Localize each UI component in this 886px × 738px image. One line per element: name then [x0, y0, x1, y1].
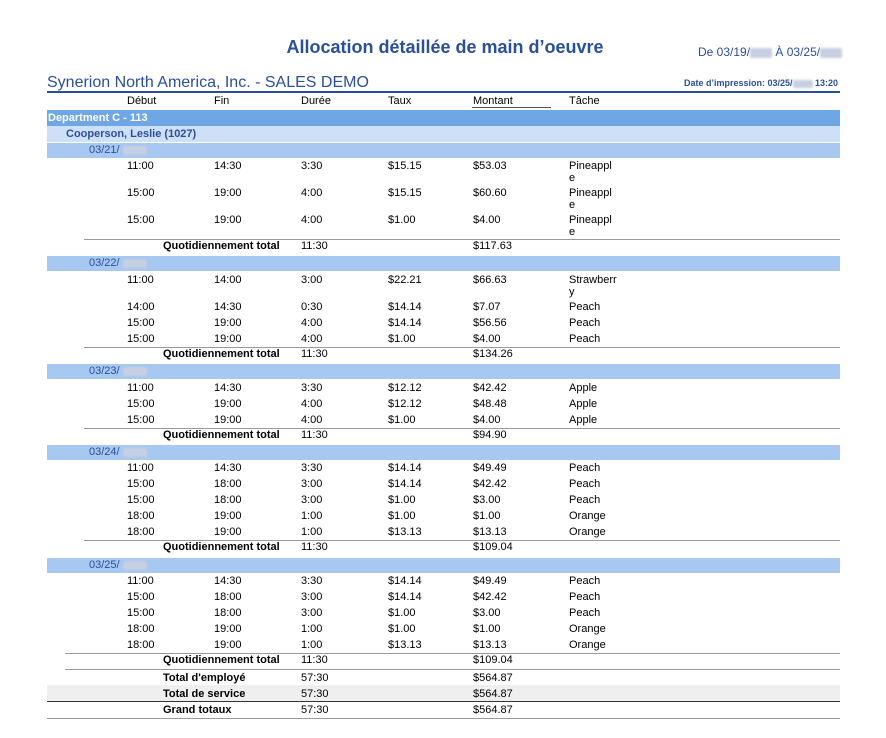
summary-label: Total d'employé [163, 672, 246, 684]
table-row [0, 160, 886, 184]
summary-rule [65, 669, 840, 670]
daily-total-row [0, 541, 886, 555]
cell-amt: $53.03 [473, 160, 507, 172]
cell-dur: 3:30 [301, 575, 323, 587]
cell-amt: $4.00 [473, 333, 501, 345]
cell-end: 19:00 [214, 414, 242, 426]
cell-dur: 1:00 [301, 526, 323, 538]
daily-total-row [0, 654, 886, 668]
cell-start: 18:00 [127, 510, 155, 522]
cell-task: Pineapple [569, 160, 612, 184]
table-row [0, 478, 886, 492]
day-band [47, 256, 840, 271]
summary-duration: 57:30 [301, 672, 329, 684]
cell-end: 19:00 [214, 187, 242, 199]
cell-start: 15:00 [127, 591, 155, 603]
table-row [0, 274, 886, 298]
cell-end: 18:00 [214, 478, 242, 490]
cell-dur: 3:30 [301, 382, 323, 394]
cell-task: Apple [569, 382, 598, 394]
table-row [0, 639, 886, 653]
daily-total-duration: 11:30 [301, 541, 328, 553]
cell-dur: 1:00 [301, 510, 323, 522]
cell-task: Strawberry [569, 274, 617, 298]
cell-task: Peach [569, 591, 601, 603]
cell-start: 11:00 [127, 160, 154, 172]
cell-dur: 4:00 [301, 187, 323, 199]
range-to: À 03/25/ [772, 45, 821, 59]
table-row [0, 462, 886, 476]
daily-total-amount: $109.04 [473, 541, 513, 553]
cell-amt: $42.42 [473, 382, 507, 394]
daily-total-row [0, 240, 886, 254]
date-range [698, 45, 842, 59]
cell-task: Peach [569, 607, 601, 619]
cell-amt: $3.00 [473, 607, 501, 619]
daily-total-duration: 11:30 [301, 654, 328, 666]
cell-rate: $22.21 [388, 274, 422, 286]
cell-rate: $14.14 [388, 591, 422, 603]
cell-start: 15:00 [127, 478, 155, 490]
summary-row [0, 688, 886, 702]
cell-amt: $7.07 [473, 301, 501, 313]
table-row [0, 591, 886, 605]
summary-amount: $564.87 [473, 704, 513, 716]
cell-rate: $14.14 [388, 462, 422, 474]
cell-end: 19:00 [214, 526, 242, 538]
daily-total-label: Quotidiennement total [163, 240, 280, 252]
table-row [0, 623, 886, 637]
cell-rate: $14.14 [388, 317, 422, 329]
cell-start: 15:00 [127, 607, 155, 619]
cell-start: 15:00 [127, 317, 155, 329]
cell-end: 19:00 [214, 317, 242, 329]
amount-underline [472, 107, 551, 108]
summary-row [0, 704, 886, 718]
cell-start: 18:00 [127, 526, 155, 538]
daily-total-duration: 11:30 [301, 429, 328, 441]
day-date: 03/22/ [89, 257, 120, 269]
cell-task: Peach [569, 494, 601, 506]
cell-amt: $13.13 [473, 526, 507, 538]
col-header-duration: Durée [301, 95, 331, 107]
cell-rate: $15.15 [388, 160, 422, 172]
header-rule [47, 91, 840, 93]
summary-amount: $564.87 [473, 672, 513, 684]
cell-task: Orange [569, 623, 606, 635]
summary-duration: 57:30 [301, 704, 329, 716]
day-band [47, 558, 840, 573]
daily-total-row [0, 348, 886, 362]
cell-start: 11:00 [127, 462, 154, 474]
cell-task: Peach [569, 317, 601, 329]
cell-task: Peach [569, 301, 601, 313]
cell-amt: $49.49 [473, 462, 507, 474]
table-row [0, 382, 886, 396]
cell-end: 18:00 [214, 591, 242, 603]
employee-name: Cooperson, Leslie (1027) [66, 128, 197, 140]
cell-end: 18:00 [214, 494, 242, 506]
daily-total-label: Quotidiennement total [163, 429, 280, 441]
cell-amt: $56.56 [473, 317, 507, 329]
bottom-rule [47, 718, 840, 719]
cell-start: 14:00 [127, 301, 155, 313]
table-row [0, 398, 886, 412]
daily-total-label: Quotidiennement total [163, 654, 280, 666]
table-row [0, 526, 886, 540]
cell-rate: $14.14 [388, 301, 422, 313]
cell-start: 11:00 [127, 575, 154, 587]
cell-amt: $48.48 [473, 398, 507, 410]
cell-task: Peach [569, 478, 601, 490]
table-row [0, 187, 886, 211]
cell-end: 19:00 [214, 333, 242, 345]
cell-dur: 3:00 [301, 478, 323, 490]
cell-end: 14:30 [214, 301, 242, 313]
summary-amount: $564.87 [473, 688, 513, 700]
day-date: 03/23/ [89, 365, 120, 377]
department-name: Department C - 113 [48, 112, 148, 124]
cell-dur: 4:00 [301, 333, 323, 345]
day-band [47, 364, 840, 379]
cell-task: Orange [569, 510, 606, 522]
cell-dur: 3:30 [301, 160, 323, 172]
daily-total-amount: $134.26 [473, 348, 513, 360]
cell-rate: $1.00 [388, 510, 416, 522]
cell-rate: $13.13 [388, 526, 422, 538]
redacted-year [123, 367, 147, 376]
cell-rate: $14.14 [388, 478, 422, 490]
redacted-year [793, 80, 813, 88]
cell-task: Apple [569, 414, 598, 426]
employee-band [47, 126, 840, 142]
col-header-amount: Montant [473, 95, 513, 107]
cell-start: 18:00 [127, 639, 155, 651]
cell-end: 14:00 [214, 274, 242, 286]
day-date: 03/24/ [89, 446, 120, 458]
cell-rate: $12.12 [388, 398, 422, 410]
cell-dur: 0:30 [301, 301, 323, 313]
daily-total-amount: $109.04 [473, 654, 513, 666]
redacted-year [123, 259, 147, 268]
cell-dur: 4:00 [301, 214, 323, 226]
table-row [0, 317, 886, 331]
col-header-start: Début [127, 95, 157, 107]
cell-rate: $15.15 [388, 187, 422, 199]
cell-start: 11:00 [127, 274, 154, 286]
cell-dur: 1:00 [301, 639, 323, 651]
day-band [47, 445, 840, 460]
cell-end: 14:30 [214, 382, 242, 394]
report-title: Allocation détaillée de main d’oeuvre [286, 37, 604, 57]
col-header-end: Fin [214, 95, 230, 107]
cell-rate: $14.14 [388, 575, 422, 587]
cell-end: 19:00 [214, 214, 242, 226]
print-date [684, 78, 838, 88]
cell-start: 15:00 [127, 494, 155, 506]
cell-amt: $1.00 [473, 510, 501, 522]
table-row [0, 414, 886, 428]
cell-dur: 4:00 [301, 414, 323, 426]
redacted-year [123, 448, 147, 457]
cell-start: 15:00 [127, 214, 155, 226]
cell-start: 15:00 [127, 187, 155, 199]
cell-end: 14:30 [214, 575, 242, 587]
table-row [0, 607, 886, 621]
cell-dur: 3:00 [301, 494, 323, 506]
cell-dur: 4:00 [301, 398, 323, 410]
redacted-year [820, 48, 842, 58]
cell-amt: $4.00 [473, 214, 501, 226]
daily-total-row [0, 429, 886, 443]
cell-rate: $1.00 [388, 607, 416, 619]
cell-amt: $60.60 [473, 187, 507, 199]
cell-amt: $1.00 [473, 623, 501, 635]
col-header-rate: Taux [388, 95, 412, 107]
cell-task: Pineapple [569, 214, 612, 238]
table-row [0, 510, 886, 524]
daily-total-label: Quotidiennement total [163, 348, 280, 360]
cell-rate: $13.13 [388, 639, 422, 651]
company-name: Synerion North America, Inc. - SALES DEMO [47, 74, 369, 91]
cell-end: 19:00 [214, 398, 242, 410]
cell-rate: $1.00 [388, 623, 416, 635]
daily-total-amount: $94.90 [473, 429, 507, 441]
redacted-year [123, 146, 147, 155]
daily-total-duration: 11:30 [301, 348, 328, 360]
day-band [47, 143, 840, 158]
print-time: 13:20 [812, 78, 839, 88]
cell-task: Peach [569, 575, 601, 587]
cell-end: 18:00 [214, 607, 242, 619]
cell-task: Peach [569, 333, 601, 345]
cell-amt: $42.42 [473, 591, 507, 603]
cell-task: Pineapple [569, 187, 612, 211]
table-row [0, 301, 886, 315]
table-row [0, 494, 886, 508]
cell-amt: $4.00 [473, 414, 501, 426]
cell-end: 19:00 [214, 510, 242, 522]
col-header-task: Tâche [569, 95, 600, 107]
cell-rate: $12.12 [388, 382, 422, 394]
redacted-year [123, 561, 147, 570]
cell-start: 11:00 [127, 382, 154, 394]
table-row [0, 214, 886, 238]
print-date-label: Date d’impression: 03/25/ [684, 78, 793, 88]
cell-rate: $1.00 [388, 414, 416, 426]
redacted-year [750, 48, 772, 58]
summary-row [0, 672, 886, 686]
cell-task: Orange [569, 639, 606, 651]
daily-total-duration: 11:30 [301, 240, 328, 252]
cell-amt: $3.00 [473, 494, 501, 506]
cell-start: 15:00 [127, 414, 155, 426]
cell-amt: $42.42 [473, 478, 507, 490]
cell-dur: 3:00 [301, 607, 323, 619]
daily-total-amount: $117.63 [473, 240, 512, 252]
cell-end: 19:00 [214, 639, 242, 651]
daily-total-label: Quotidiennement total [163, 541, 280, 553]
cell-dur: 3:00 [301, 591, 323, 603]
cell-end: 14:30 [214, 160, 242, 172]
cell-amt: $49.49 [473, 575, 507, 587]
department-band [47, 110, 840, 126]
summary-duration: 57:30 [301, 688, 329, 700]
range-from: De 03/19/ [698, 45, 751, 59]
cell-dur: 4:00 [301, 317, 323, 329]
summary-label: Grand totaux [163, 704, 232, 716]
cell-amt: $66.63 [473, 274, 507, 286]
cell-rate: $1.00 [388, 494, 416, 506]
summary-label: Total de service [163, 688, 246, 700]
cell-task: Orange [569, 526, 606, 538]
cell-rate: $1.00 [388, 333, 416, 345]
cell-dur: 1:00 [301, 623, 323, 635]
cell-end: 14:30 [214, 462, 242, 474]
cell-task: Apple [569, 398, 598, 410]
cell-amt: $13.13 [473, 639, 507, 651]
cell-start: 15:00 [127, 333, 155, 345]
cell-dur: 3:00 [301, 274, 323, 286]
table-row [0, 575, 886, 589]
day-date: 03/25/ [89, 559, 120, 571]
cell-end: 19:00 [214, 623, 242, 635]
day-date: 03/21/ [89, 144, 120, 156]
table-row [0, 333, 886, 347]
cell-start: 18:00 [127, 623, 155, 635]
cell-task: Peach [569, 462, 601, 474]
cell-dur: 3:30 [301, 462, 323, 474]
cell-start: 15:00 [127, 398, 155, 410]
cell-rate: $1.00 [388, 214, 416, 226]
